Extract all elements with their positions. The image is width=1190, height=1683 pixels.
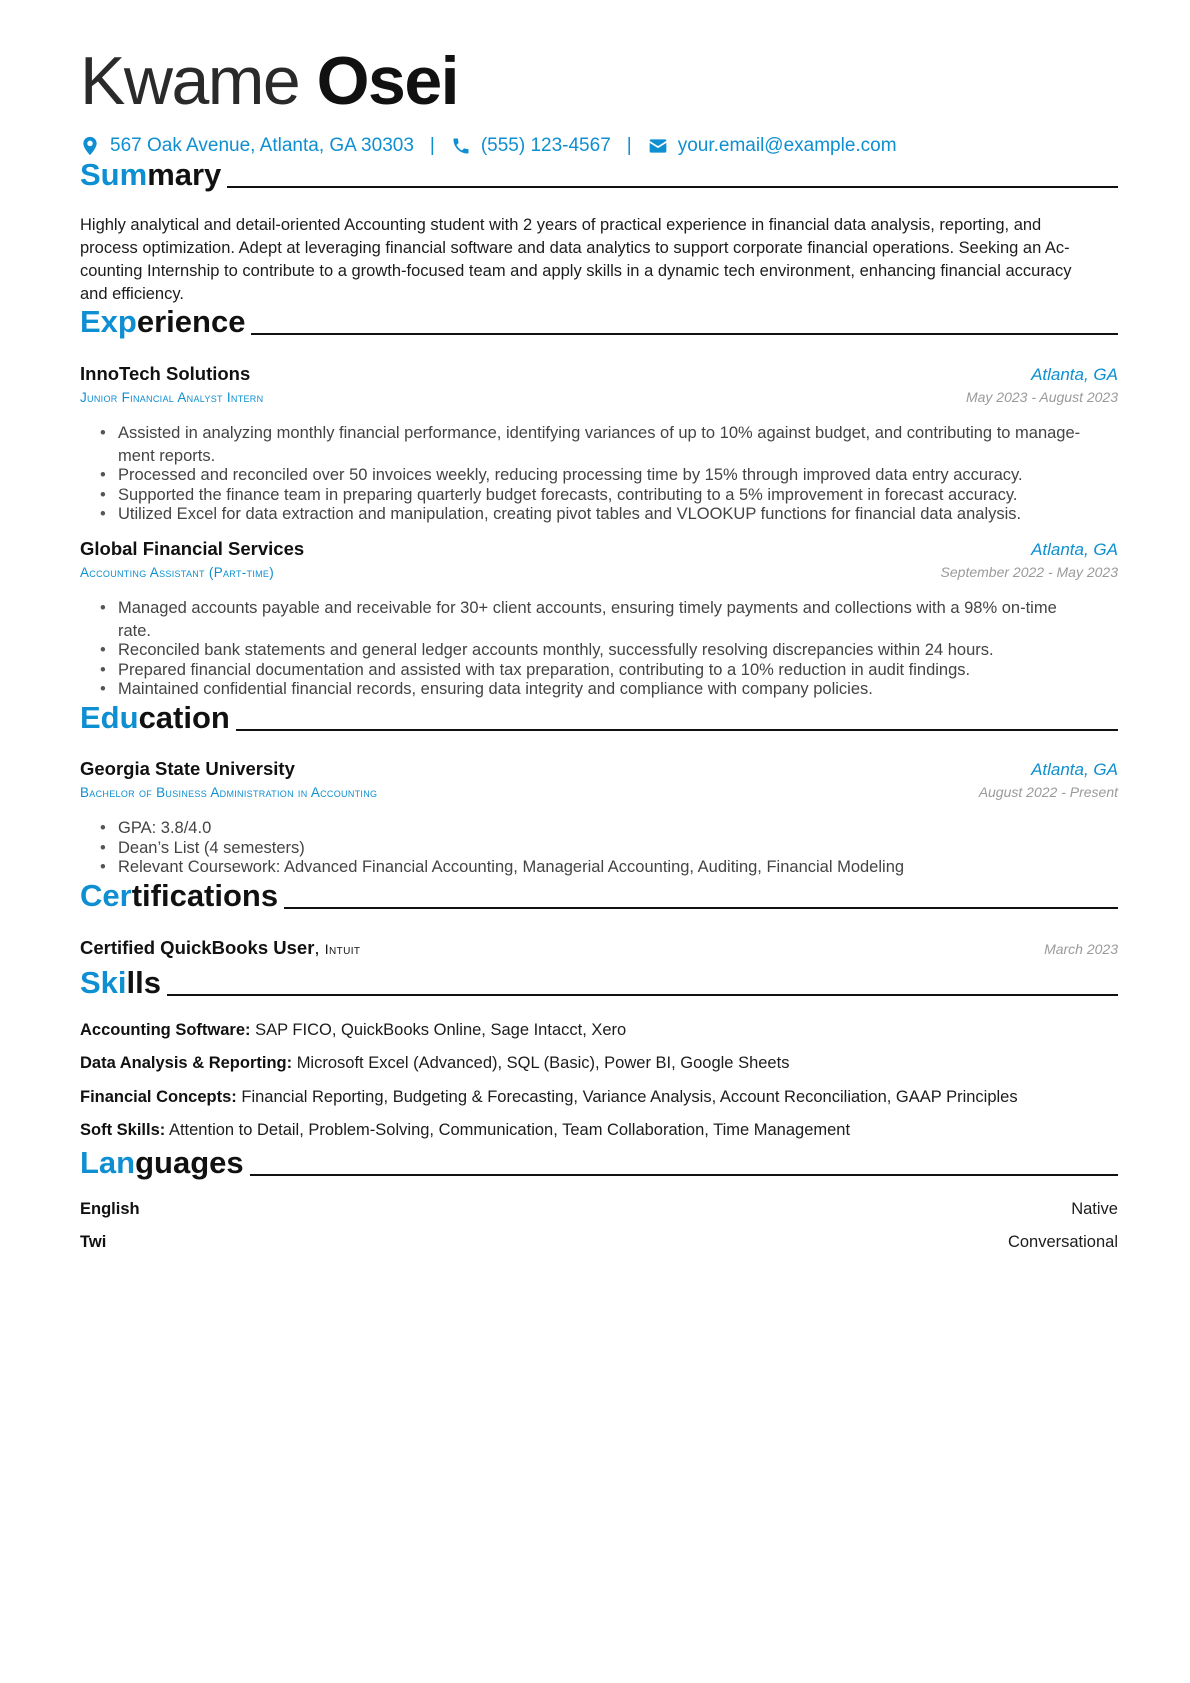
address-text: 567 Oak Avenue, Atlanta, GA 30303 (110, 135, 414, 156)
skill-row (80, 1021, 1118, 1040)
education-entry-subheader (80, 784, 1118, 800)
bullet-item: • Prepared financial documentation and assisted with tax preparation, contributing to a 10% reduction in audit findings. (100, 661, 1118, 681)
entry-dates: August 2022 - Present (978, 784, 1118, 800)
experience-entry-header (80, 538, 1118, 560)
skill-row (80, 1054, 1118, 1073)
summary-line: counting Internship to contribute to a growth-focused team and apply skills in a dynamic tech environment, enhancing financial accuracy (80, 262, 1072, 280)
certification-date: March 2023 (1044, 941, 1118, 957)
section-certifications-heading (80, 875, 1118, 915)
skill-category: Financial Concepts: (80, 1088, 237, 1106)
skill-category: Data Analysis & Reporting: (80, 1054, 293, 1072)
last-name: Osei (316, 43, 459, 119)
entry-dates: September 2022 - May 2023 (940, 564, 1118, 580)
skill-values: Financial Reporting, Budgeting & Forecasting, Variance Analysis, Account Reconciliation, GAAP Principles (241, 1088, 1018, 1106)
entry-location: Atlanta, GA (1031, 760, 1118, 779)
section-rule (236, 729, 1118, 731)
heading-rest: guages (135, 1145, 244, 1180)
first-name: Kwame (80, 43, 300, 119)
bullet-item: • GPA: 3.8/4.0 (100, 819, 1118, 839)
education-bullets (100, 819, 1118, 878)
language-row (80, 1200, 1118, 1219)
degree: Bachelor of Business Administration in Accounting (80, 785, 378, 800)
school-name: Georgia State University (80, 758, 295, 779)
bullet-item: • Maintained confidential financial records, ensuring data integrity and compliance with company policies. (100, 680, 1118, 700)
job-title: Junior Financial Analyst Intern (80, 390, 264, 405)
skill-row (80, 1088, 1118, 1107)
company-name: InnoTech Solutions (80, 363, 251, 384)
language-row (80, 1233, 1118, 1252)
skill-category: Accounting Software: (80, 1021, 251, 1039)
language-name: Twi (80, 1233, 107, 1251)
heading-accent: Cer (80, 878, 132, 913)
heading-accent: Exp (80, 304, 137, 339)
bullet-item: • Processed and reconciled over 50 invoices weekly, reducing processing time by 15% through improved data entry accuracy. (100, 466, 1118, 486)
heading-accent: Lan (80, 1145, 136, 1180)
entry-dates: May 2023 - August 2023 (965, 389, 1118, 405)
heading-accent: Sum (80, 157, 148, 192)
bullet-item: • Assisted in analyzing monthly financial performance, identifying variances of up to 10% against budget, and contributing to manage- ment reports. (100, 424, 1118, 466)
section-experience-heading (80, 301, 1118, 341)
experience-entry-subheader (80, 564, 1118, 580)
entry-location: Atlanta, GA (1031, 540, 1118, 559)
heading-rest: mary (147, 157, 222, 192)
summary-line: and efficiency. (80, 285, 184, 303)
section-skills-heading (80, 962, 1118, 1002)
skill-row (80, 1121, 1118, 1140)
education-entry-header (80, 758, 1118, 780)
section-rule (250, 1174, 1118, 1176)
experience-bullets (100, 424, 1118, 525)
language-name: English (80, 1200, 140, 1218)
separator: | (626, 135, 632, 156)
certification-item: Certified QuickBooks User, Intuit March 2023 (80, 937, 1118, 958)
separator: | (429, 135, 435, 156)
section-rule (251, 333, 1118, 335)
company-name: Global Financial Services (80, 538, 305, 559)
heading-accent: Edu (80, 700, 139, 735)
skill-values: Microsoft Excel (Advanced), SQL (Basic), Power BI, Google Sheets (296, 1054, 790, 1072)
phone-text: (555) 123-4567 (480, 135, 611, 156)
skill-values: Attention to Detail, Problem-Solving, Communication, Team Collaboration, Time Management (168, 1121, 851, 1139)
phone-icon (451, 136, 471, 156)
experience-bullets (100, 599, 1118, 700)
envelope-icon (648, 136, 668, 156)
section-education-heading (80, 697, 1118, 737)
heading-rest: tifications (131, 878, 279, 913)
section-summary-heading (80, 154, 1118, 194)
bullet-item: • Utilized Excel for data extraction and manipulation, creating pivot tables and VLOOKUP functions for financial data analysis. (100, 505, 1118, 525)
heading-accent: Ski (80, 965, 127, 1000)
section-rule (227, 186, 1118, 188)
heading-rest: lls (126, 965, 161, 1000)
experience-entry-subheader (80, 389, 1118, 405)
heading-rest: erience (136, 304, 246, 339)
skill-values: SAP FICO, QuickBooks Online, Sage Intacct, Xero (255, 1021, 627, 1039)
summary-text (80, 214, 1118, 306)
map-pin-icon (80, 136, 100, 156)
certification-issuer: Intuit (324, 941, 361, 957)
heading-rest: cation (138, 700, 230, 735)
bullet-item: • Reconciled bank statements and general ledger accounts monthly, successfully resolving discrepancies within 24 hours. (100, 641, 1118, 661)
section-rule (284, 907, 1118, 909)
email-text: your.email@example.com (677, 135, 897, 156)
section-rule (167, 994, 1118, 996)
bullet-item: • Dean’s List (4 semesters) (100, 839, 1118, 859)
section-languages-heading (80, 1142, 1118, 1182)
certification-name: Certified QuickBooks User (80, 937, 315, 958)
bullet-item: • Managed accounts payable and receivable for 30+ client accounts, ensuring timely payments and collections with a 98% on-time rate. (100, 599, 1118, 641)
summary-line: Highly analytical and detail-oriented Accounting student with 2 years of practical experience in financial data analysis, reporting, and (80, 216, 1042, 234)
summary-line: process optimization. Adept at leveraging financial software and data analytics to support corporate financial operations. Seeking an Ac- (80, 239, 1070, 257)
entry-location: Atlanta, GA (1031, 365, 1118, 384)
job-title: Accounting Assistant (Part-time) (80, 565, 275, 580)
experience-entry-header (80, 363, 1118, 385)
bullet-item: • Relevant Coursework: Advanced Financial Accounting, Managerial Accounting, Auditing, Financial Modeling (100, 858, 1118, 878)
language-level: Conversational (1007, 1233, 1118, 1251)
bullet-item: • Supported the finance team in preparing quarterly budget forecasts, contributing to a 5% improvement in forecast accuracy. (100, 486, 1118, 506)
skill-category: Soft Skills: (80, 1121, 166, 1139)
candidate-name (80, 36, 458, 126)
language-level: Native (1071, 1200, 1118, 1218)
